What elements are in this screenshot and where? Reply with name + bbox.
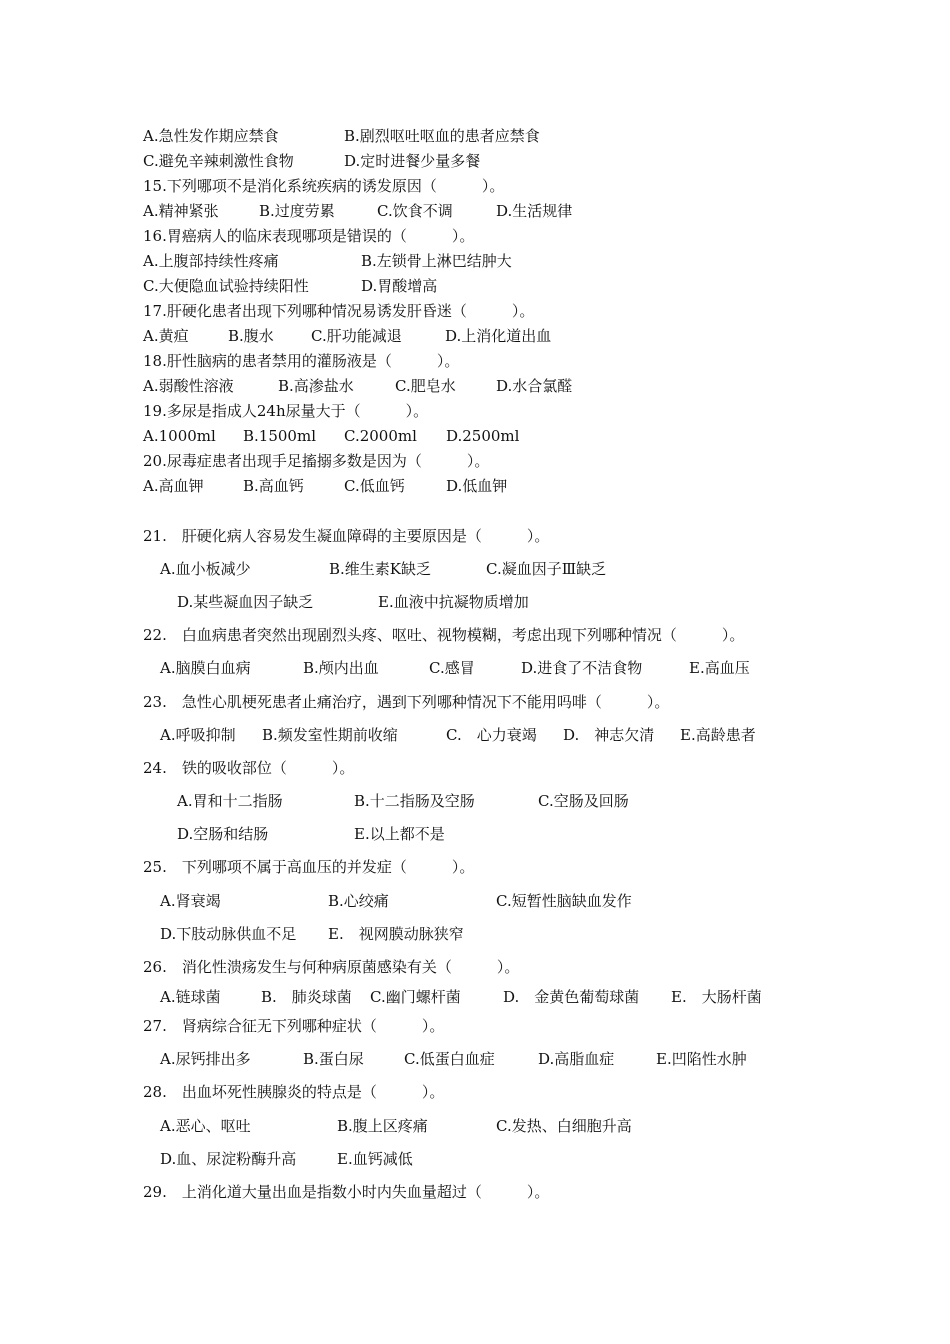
option-a: A.血小板减少 xyxy=(160,560,251,578)
option-c: C.感冒 xyxy=(429,659,475,677)
option-b: B.高血钙 xyxy=(243,477,304,495)
option-d: D.血、尿淀粉酶升高 xyxy=(160,1150,297,1168)
option-a: A.弱酸性溶液 xyxy=(143,377,234,395)
question-text: 29. 上消化道大量出血是指数小时内失血量超过（ ）。 xyxy=(143,1183,550,1201)
option-c: C.幽门螺杆菌 xyxy=(370,988,461,1006)
question-text: 26. 消化性溃疡发生与何种病原菌感染有关（ ）。 xyxy=(143,958,520,976)
option-d: D. 神志欠清 xyxy=(563,726,655,744)
option-d: D.生活规律 xyxy=(496,202,573,220)
option-b: B.颅内出血 xyxy=(303,659,379,677)
question-text: 16.胃癌病人的临床表现哪项是错误的（ ）。 xyxy=(143,227,475,245)
option-a: A.黄疸 xyxy=(143,327,189,345)
option-d: D.高脂血症 xyxy=(538,1050,615,1068)
question-text: 19.多尿是指成人24h尿量大于（ ）。 xyxy=(143,402,429,420)
option-e: E.血钙减低 xyxy=(337,1150,413,1168)
question-text: 17.肝硬化患者出现下列哪种情况易诱发肝昏迷（ ）。 xyxy=(143,302,535,320)
option-d: D.水合氯醛 xyxy=(496,377,573,395)
option-a: A.急性发作期应禁食 xyxy=(143,127,279,145)
option-d: D.某些凝血因子缺乏 xyxy=(177,593,314,611)
option-d: D. 金黄色葡萄球菌 xyxy=(503,988,640,1006)
option-c: C.低蛋白血症 xyxy=(404,1050,495,1068)
question-text: 20.尿毒症患者出现手足搐搦多数是因为（ ）。 xyxy=(143,452,490,470)
question-text: 18.肝性脑病的患者禁用的灌肠液是（ ）。 xyxy=(143,352,460,370)
option-d: D.2500ml xyxy=(446,427,520,445)
option-a: A.精神紧张 xyxy=(143,202,219,220)
option-b: B.剧烈呕吐呕血的患者应禁食 xyxy=(344,127,540,145)
option-c: C.饮食不调 xyxy=(377,202,453,220)
option-b: B.过度劳累 xyxy=(259,202,335,220)
option-c: C.发热、白细胞升高 xyxy=(496,1117,632,1135)
option-e: E.血液中抗凝物质增加 xyxy=(378,593,529,611)
question-text: 23. 急性心肌梗死患者止痛治疗，遇到下列哪种情况下不能用吗啡（ ）。 xyxy=(143,693,670,711)
option-a: A.高血钾 xyxy=(143,477,204,495)
option-a: A.恶心、呕吐 xyxy=(160,1117,251,1135)
option-c: C. 心力衰竭 xyxy=(446,726,537,744)
option-a: A.1000ml xyxy=(143,427,216,445)
option-b: B.频发室性期前收缩 xyxy=(262,726,398,744)
option-a: A.呼吸抑制 xyxy=(160,726,236,744)
option-a: A.尿钙排出多 xyxy=(160,1050,251,1068)
option-b: B.十二指肠及空肠 xyxy=(354,792,475,810)
option-c: C.肝功能减退 xyxy=(311,327,402,345)
option-a: A.脑膜白血病 xyxy=(160,659,251,677)
option-b: B.腹上区疼痛 xyxy=(337,1117,428,1135)
option-a: A.肾衰竭 xyxy=(160,892,221,910)
option-b: B.蛋白尿 xyxy=(303,1050,364,1068)
question-text: 15.下列哪项不是消化系统疾病的诱发原因（ ）。 xyxy=(143,177,505,195)
option-b: B.心绞痛 xyxy=(328,892,389,910)
option-c: C.空肠及回肠 xyxy=(538,792,629,810)
option-c: C.避免辛辣刺激性食物 xyxy=(143,152,294,170)
option-b: B.高渗盐水 xyxy=(278,377,354,395)
option-e: E.凹陷性水肿 xyxy=(656,1050,747,1068)
option-c: C.短暂性脑缺血发作 xyxy=(496,892,632,910)
option-a: A.胃和十二指肠 xyxy=(177,792,283,810)
option-e: E. 视网膜动脉狭窄 xyxy=(328,925,464,943)
option-e: E.高血压 xyxy=(689,659,750,677)
option-a: A.上腹部持续性疼痛 xyxy=(143,252,279,270)
option-d: D.上消化道出血 xyxy=(445,327,552,345)
question-text: 24. 铁的吸收部位（ ）。 xyxy=(143,759,355,777)
question-text: 28. 出血坏死性胰腺炎的特点是（ ）。 xyxy=(143,1083,445,1101)
option-d: D.进食了不洁食物 xyxy=(521,659,643,677)
option-b: B.1500ml xyxy=(243,427,316,445)
question-text: 27. 肾病综合征无下列哪种症状（ ）。 xyxy=(143,1017,445,1035)
option-a: A.链球菌 xyxy=(160,988,221,1006)
option-c: C.2000ml xyxy=(344,427,417,445)
question-text: 22. 白血病患者突然出现剧烈头疼、呕吐、视物模糊，考虑出现下列哪种情况（ ）。 xyxy=(143,626,745,644)
option-d: D.低血钾 xyxy=(446,477,508,495)
option-d: D.空肠和结肠 xyxy=(177,825,269,843)
option-c: C.大便隐血试验持续阳性 xyxy=(143,277,309,295)
option-d: D.定时进餐少量多餐 xyxy=(344,152,481,170)
option-e: E. 大肠杆菌 xyxy=(671,988,762,1006)
option-b: B.维生素K缺乏 xyxy=(329,560,431,578)
option-b: B. 肺炎球菌 xyxy=(261,988,352,1006)
option-c: C.肥皂水 xyxy=(395,377,456,395)
option-d: D.下肢动脉供血不足 xyxy=(160,925,297,943)
option-b: B.腹水 xyxy=(228,327,274,345)
option-c: C.低血钙 xyxy=(344,477,405,495)
option-e: E.以上都不是 xyxy=(354,825,445,843)
question-text: 21. 肝硬化病人容易发生凝血障碍的主要原因是（ ）。 xyxy=(143,527,550,545)
question-text: 25. 下列哪项不属于高血压的并发症（ ）。 xyxy=(143,858,475,876)
option-b: B.左锁骨上淋巴结肿大 xyxy=(361,252,512,270)
option-e: E.高龄患者 xyxy=(680,726,756,744)
option-d: D.胃酸增高 xyxy=(361,277,438,295)
option-c: C.凝血因子Ⅲ缺乏 xyxy=(486,560,607,578)
